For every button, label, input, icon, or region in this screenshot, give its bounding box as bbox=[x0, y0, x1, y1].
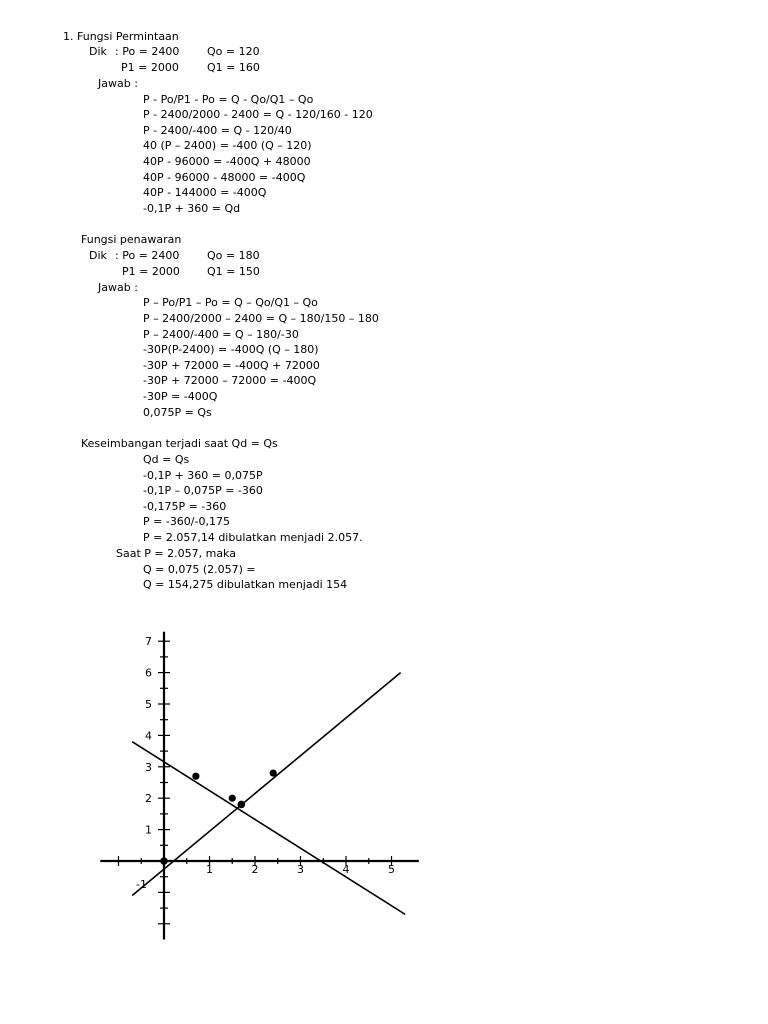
supply-dik-label: Dik bbox=[89, 249, 107, 262]
supply-known-q1: Q1 = 150 bbox=[207, 265, 260, 278]
graph-lines bbox=[132, 673, 405, 915]
x-tick-label: 2 bbox=[251, 863, 259, 876]
demand-step: P - 2400/2000 - 2400 = Q - 120/160 - 120 bbox=[143, 108, 373, 121]
demand-result: -0,1P + 360 = Qd bbox=[143, 202, 241, 215]
demand-jawab: Jawab : bbox=[98, 77, 138, 90]
x-tick-label: 5 bbox=[388, 863, 395, 876]
x-tick-label: 1 bbox=[206, 863, 213, 876]
equilibrium-step: Qd = Qs bbox=[143, 453, 190, 466]
equilibrium-q-result: Q = 154,275 dibulatkan menjadi 154 bbox=[143, 578, 348, 591]
demand-step: P - 2400/-400 = Q - 120/40 bbox=[143, 124, 292, 137]
supply-heading: Fungsi penawaran bbox=[81, 233, 182, 246]
supply-step: P – Po/P1 – Po = Q – Qo/Q1 – Qo bbox=[143, 296, 318, 309]
equilibrium-point bbox=[238, 801, 246, 809]
demand-known-po: : Po = 2400 bbox=[115, 45, 180, 58]
demand-known-qo: Qo = 120 bbox=[207, 45, 260, 58]
supply-jawab: Jawab : bbox=[98, 281, 138, 294]
demand-step: 40 (P – 2400) = -400 (Q – 120) bbox=[143, 139, 312, 152]
demand-line bbox=[132, 742, 405, 915]
x-tick-label: 3 bbox=[297, 863, 304, 876]
supply-step: P – 2400/2000 – 2400 = Q – 180/150 – 180 bbox=[143, 312, 379, 325]
supply-result: 0,075P = Qs bbox=[143, 406, 212, 419]
y-tick-label: 2 bbox=[145, 792, 152, 806]
supply-step: -30P(P-2400) = -400Q (Q – 180) bbox=[143, 343, 319, 356]
y-tick-label: 6 bbox=[145, 666, 152, 680]
demand-step: 40P - 96000 = -400Q + 48000 bbox=[143, 155, 311, 168]
supply-step: -30P + 72000 – 72000 = -400Q bbox=[143, 374, 317, 387]
supply-known-po: : Po = 2400 bbox=[115, 249, 180, 262]
supply-step: P – 2400/-400 = Q – 180/-30 bbox=[143, 328, 299, 341]
equilibrium-step: -0,1P – 0,075P = -360 bbox=[143, 484, 263, 497]
equilibrium-q-step: Q = 0,075 (2.057) = bbox=[143, 563, 256, 576]
equilibrium-step: -0,175P = -360 bbox=[143, 500, 227, 513]
demand-step: P - Po/P1 - Po = Q - Qo/Q1 – Qo bbox=[143, 93, 314, 106]
data-point bbox=[229, 795, 236, 802]
data-point bbox=[192, 773, 199, 780]
supply-step: -30P = -400Q bbox=[143, 390, 218, 403]
demand-heading: 1. Fungsi Permintaan bbox=[63, 30, 179, 43]
equilibrium-step: P = -360/-0,175 bbox=[143, 515, 230, 528]
demand-step: 40P - 144000 = -400Q bbox=[143, 186, 267, 199]
supply-step: -30P + 72000 = -400Q + 72000 bbox=[143, 359, 320, 372]
graph-tick-labels bbox=[136, 635, 395, 891]
graph-points bbox=[160, 769, 277, 864]
equilibrium-saat: Saat P = 2.057, maka bbox=[116, 547, 236, 560]
y-tick-label: 5 bbox=[145, 698, 152, 711]
x-tick-label: 4 bbox=[342, 863, 350, 876]
demand-step: 40P - 96000 - 48000 = -400Q bbox=[143, 171, 306, 184]
equilibrium-step: -0,1P + 360 = 0,075P bbox=[143, 469, 263, 482]
demand-dik-label: Dik bbox=[89, 45, 107, 58]
y-tick-label: 1 bbox=[145, 823, 152, 837]
supply-known-qo: Qo = 180 bbox=[207, 249, 260, 262]
demand-known-p1: P1 = 2000 bbox=[121, 61, 179, 74]
origin-point bbox=[160, 857, 168, 865]
equilibrium-price-result: P = 2.057,14 dibulatkan menjadi 2.057. bbox=[143, 531, 363, 544]
y-tick-label: 4 bbox=[145, 729, 152, 743]
supply-known-p1: P1 = 2000 bbox=[122, 265, 180, 278]
y-tick-label: -1 bbox=[136, 878, 147, 891]
y-tick-label: 7 bbox=[145, 635, 152, 649]
y-tick-label: 3 bbox=[145, 760, 152, 774]
equilibrium-heading: Keseimbangan terjadi saat Qd = Qs bbox=[81, 437, 278, 450]
data-point bbox=[270, 769, 277, 776]
demand-known-q1: Q1 = 160 bbox=[207, 61, 260, 74]
